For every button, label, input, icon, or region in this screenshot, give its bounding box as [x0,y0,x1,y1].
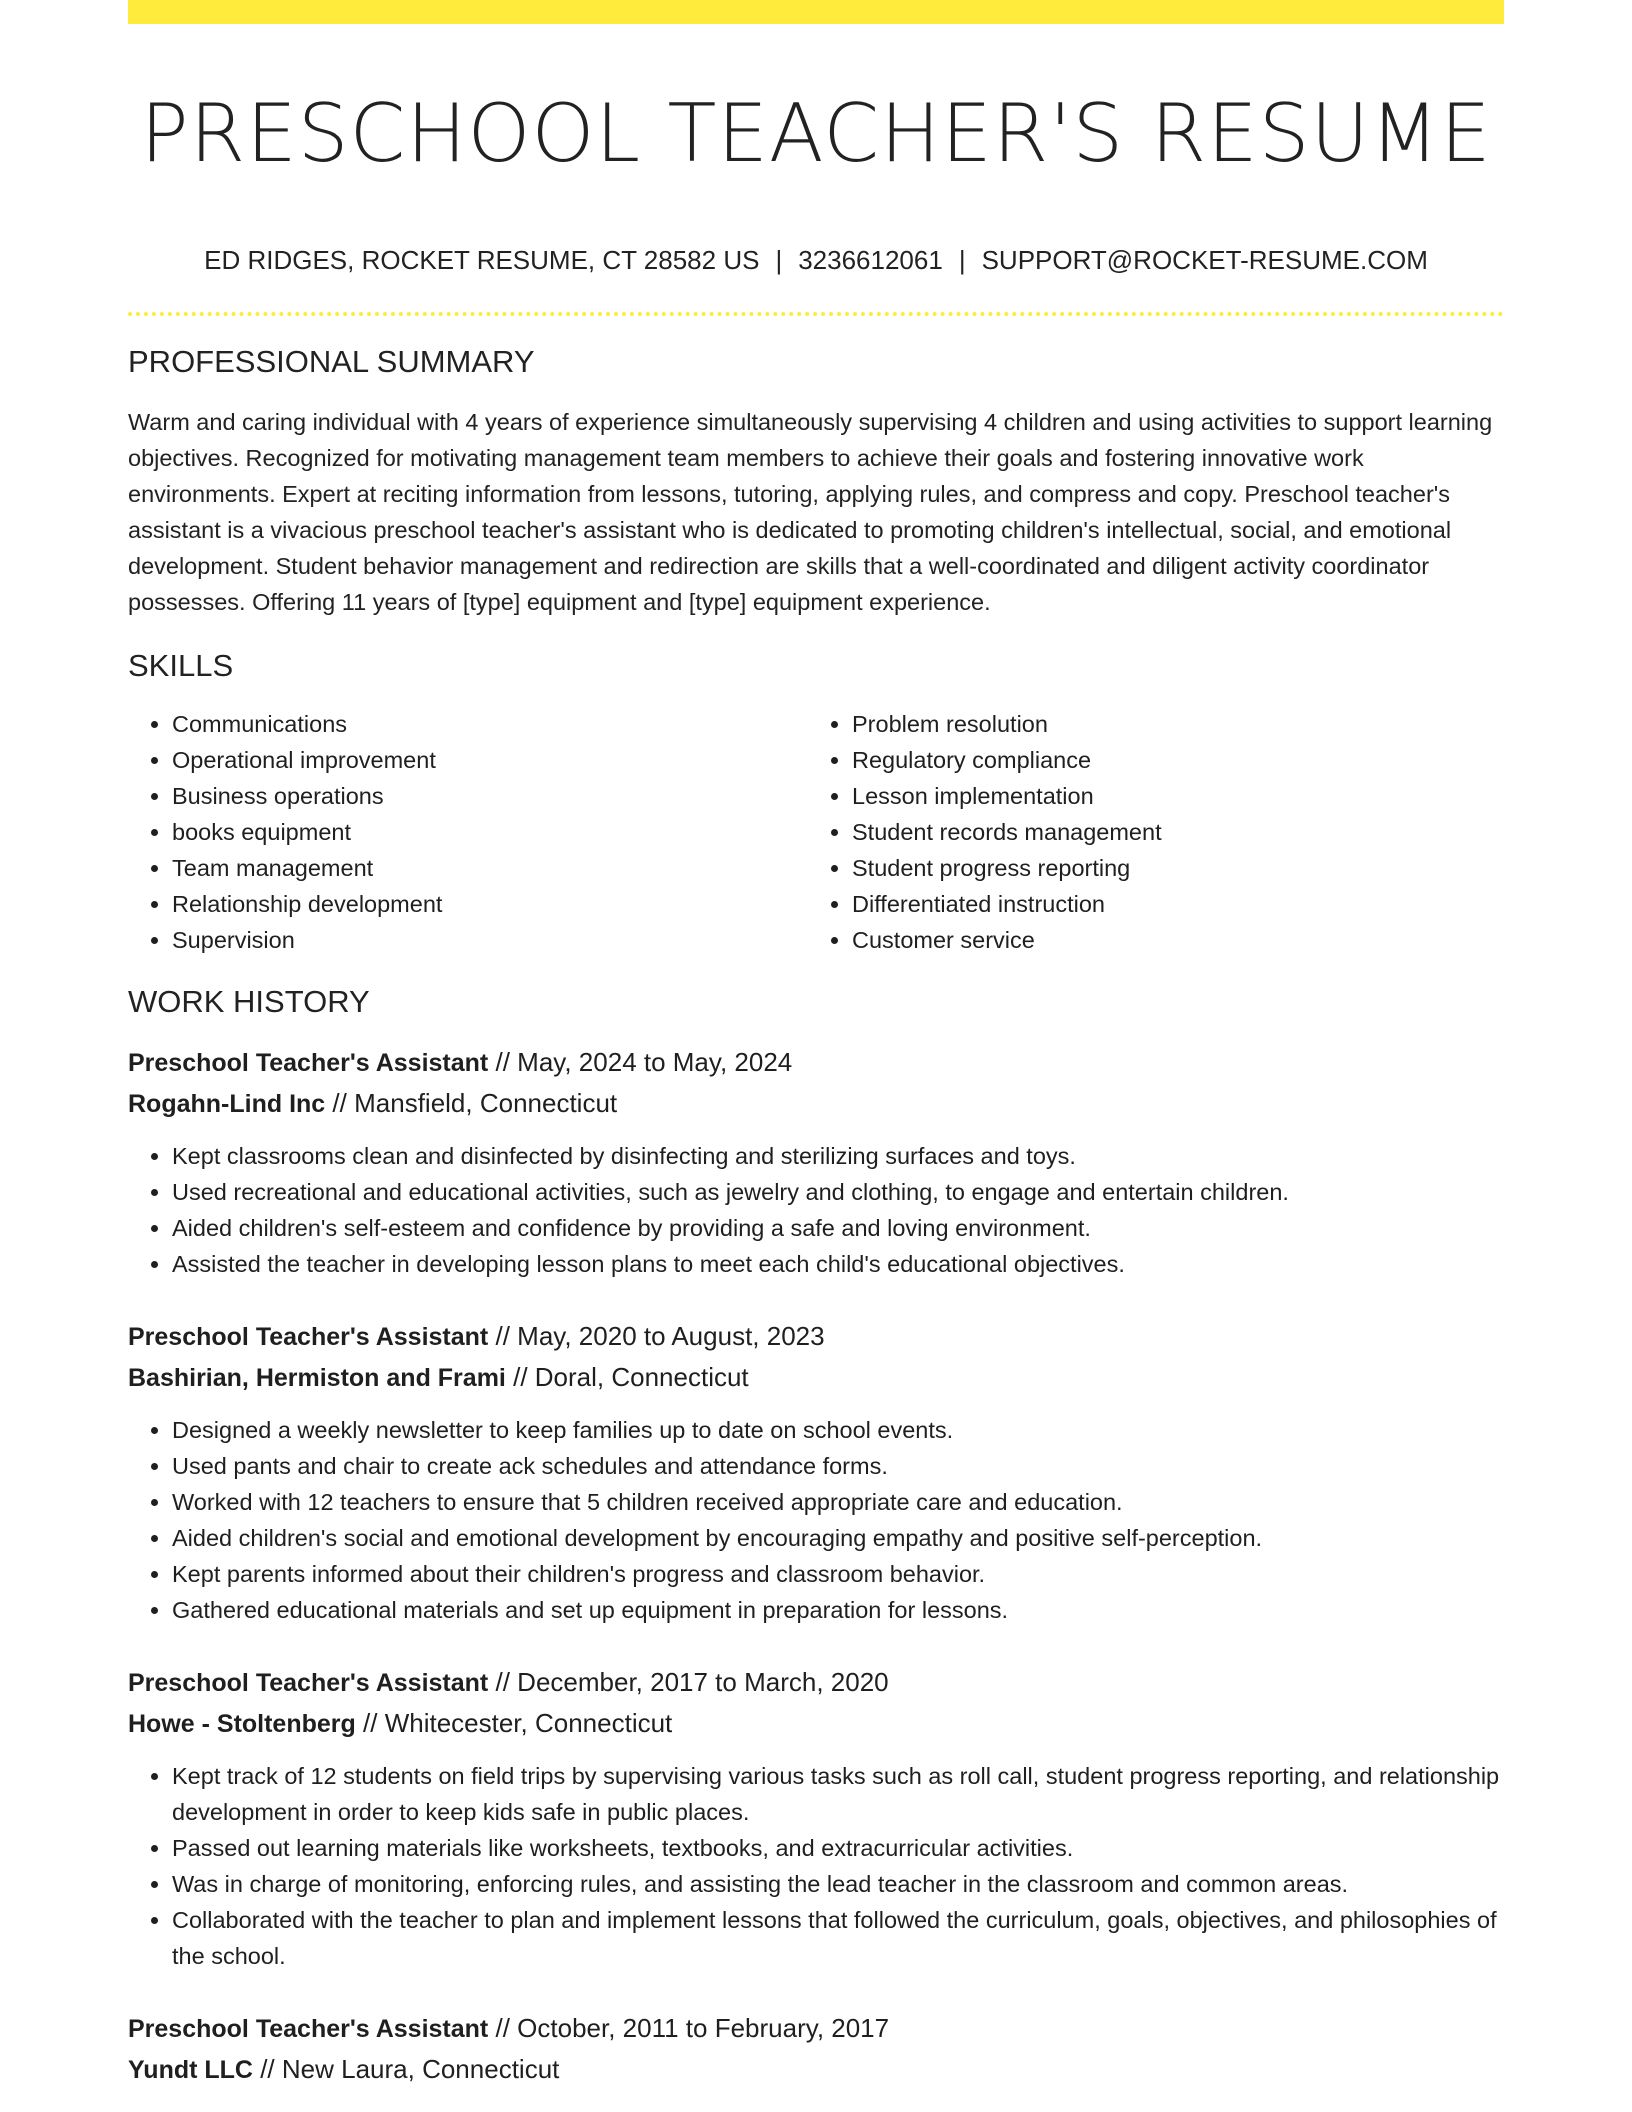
summary-text: Warm and caring individual with 4 years of experience simultaneously supervising 4 children and using activities to support learning objectives. Recognized for motivating management team members to achieve their goals and fostering innovative work environments. Expert at reciting information from lessons, tutoring, applying rules, and compress and copy. Preschool teacher's assistant is a vivacious preschool teacher's assistant who is dedicated to promoting children's intellectual, social, and emotional development. Student behavior management and redirection are skills that a well-coordinated and diligent activity coordinator possesses. Offering 11 years of [type] equipment and [type] equipment experience. [128,409,1493,615]
job-location: Whitecester, Connecticut [384,1708,673,1738]
job-company: Bashirian, Hermiston and Frami [128,1364,506,1392]
job-title: Preschool Teacher's Assistant [128,2015,489,2043]
top-accent-bar [128,0,1504,24]
skill-item: • Business operations [172,778,808,814]
job-company-line [128,1703,1504,1744]
skill-item: • Supervision [172,922,808,958]
section-heading: SKILLS [128,648,234,683]
skill-item: • Customer service [852,922,1488,958]
contact-separator: | [958,245,966,275]
job-bullet: • Kept classrooms clean and disinfected by disinfecting and sterilizing surfaces and toys. [172,1138,1504,1174]
job-dates: December, 2017 to March, 2020 [517,1667,889,1697]
job-entry [128,1316,1504,1628]
section-heading: PROFESSIONAL SUMMARY [128,344,535,379]
section-heading: WORK HISTORY [128,984,370,1019]
job-bullet: • Was in charge of monitoring, enforcing rules, and assisting the lead teacher in the classroom and common areas. [172,1866,1504,1902]
job-title: Preschool Teacher's Assistant [128,1323,489,1351]
dotted-divider [128,312,1504,316]
skill-item: • Relationship development [172,886,808,922]
job-separator: // [488,1667,518,1697]
job-bullet: • Used pants and chair to create ack schedules and attendance forms. [172,1448,1504,1484]
job-title-line [128,1042,1504,1083]
job-bullet: • Gathered educational materials and set up equipment in preparation for lessons. [172,1592,1504,1628]
job-bullet: • Used recreational and educational activities, such as jewelry and clothing, to engage and entertain children. [172,1174,1504,1210]
skills-section [128,646,1504,958]
job-location: Mansfield, Connecticut [354,1088,618,1118]
job-bullet: • Collaborated with the teacher to plan and implement lessons that followed the curriculum, goals, objectives, and philosophies of the school. [172,1902,1504,1974]
job-bullets [128,1412,1504,1628]
job-company-line [128,1357,1504,1398]
job-separator: // [505,1362,535,1392]
skill-item: • Team management [172,850,808,886]
job-bullets [128,1138,1504,1282]
skills-columns [128,706,1504,958]
job-bullet: • Passed out learning materials like worksheets, textbooks, and extracurricular activities. [172,1830,1504,1866]
skill-item: • Operational improvement [172,742,808,778]
skill-item: • Student progress reporting [852,850,1488,886]
job-bullet: • Assisted the teacher in developing lesson plans to meet each child's educational objectives. [172,1246,1504,1282]
contact-email: SUPPORT@ROCKET-RESUME.COM [981,245,1428,275]
job-company-line [128,2049,1504,2090]
skill-item: • Student records management [852,814,1488,850]
job-entry [128,1042,1504,1282]
job-separator: // [252,2054,282,2084]
job-title-line [128,2008,1504,2049]
skills-list-right [808,706,1488,958]
job-bullet: • Designed a weekly newsletter to keep families up to date on school events. [172,1412,1504,1448]
contact-address: ED RIDGES, ROCKET RESUME, CT 28582 US [204,245,760,275]
skill-item: • Problem resolution [852,706,1488,742]
job-company: Yundt LLC [128,2056,253,2084]
job-bullets [128,1758,1504,1974]
resume-title: PRESCHOOL TEACHER'S RESUME [140,87,1492,180]
job-entry [128,1662,1504,1974]
job-separator: // [488,2013,518,2043]
job-company-line [128,1083,1504,1124]
skill-item: • books equipment [172,814,808,850]
job-title: Preschool Teacher's Assistant [128,1669,489,1697]
job-dates: May, 2020 to August, 2023 [517,1321,825,1351]
job-separator: // [355,1708,385,1738]
job-dates: May, 2024 to May, 2024 [517,1047,793,1077]
job-dates: October, 2011 to February, 2017 [517,2013,890,2043]
job-bullet: • Aided children's self-esteem and confidence by providing a safe and loving environment. [172,1210,1504,1246]
contact-separator: | [775,245,783,275]
job-entry [128,2008,1504,2090]
job-separator: // [488,1047,518,1077]
skill-item: • Communications [172,706,808,742]
contact-line [128,244,1504,276]
job-separator: // [325,1088,355,1118]
job-title-line [128,1662,1504,1703]
skills-list-left [128,706,808,958]
skill-item: • Differentiated instruction [852,886,1488,922]
job-bullet: • Aided children's social and emotional development by encouraging empathy and positive self-perception. [172,1520,1504,1556]
job-bullet: • Kept track of 12 students on field trips by supervising various tasks such as roll call, student progress reporting, and relationship development in order to keep kids safe in public places. [172,1758,1504,1830]
job-title: Preschool Teacher's Assistant [128,1049,489,1077]
job-location: New Laura, Connecticut [281,2054,560,2084]
job-title-line [128,1316,1504,1357]
resume-page [128,0,1504,2090]
job-bullet: • Worked with 12 teachers to ensure that 5 children received appropriate care and education. [172,1484,1504,1520]
job-location: Doral, Connecticut [534,1362,749,1392]
professional-summary-section [128,342,1504,620]
job-separator: // [488,1321,518,1351]
work-history-section [128,982,1504,2090]
job-company: Howe - Stoltenberg [128,1710,356,1738]
job-company: Rogahn-Lind Inc [128,1090,326,1118]
contact-phone: 3236612061 [798,245,943,275]
skill-item: • Lesson implementation [852,778,1488,814]
skill-item: • Regulatory compliance [852,742,1488,778]
job-bullet: • Kept parents informed about their children's progress and classroom behavior. [172,1556,1504,1592]
